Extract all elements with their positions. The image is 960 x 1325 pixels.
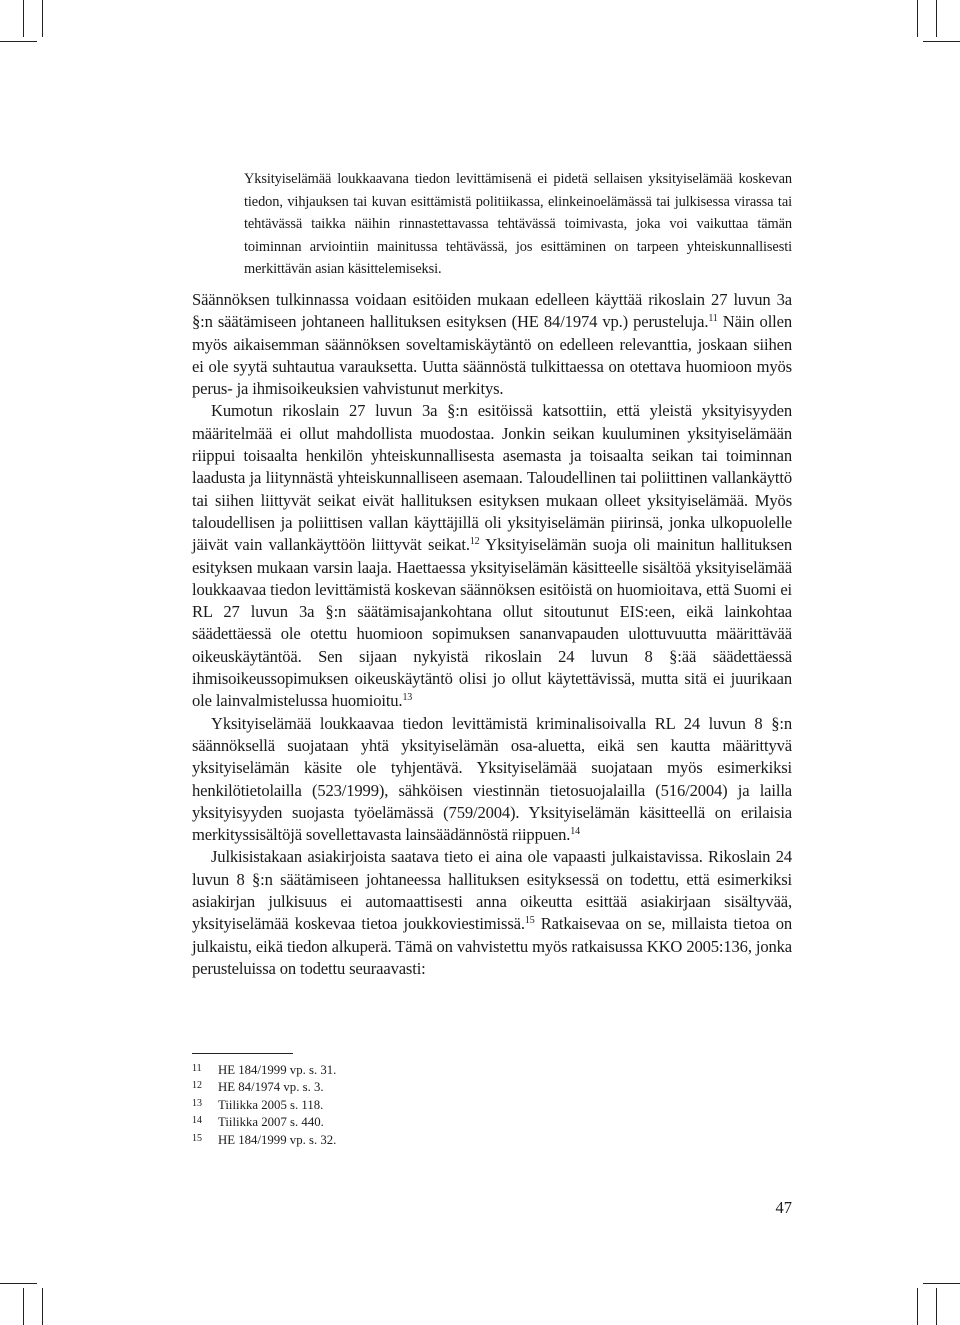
crop-mark-top-right-h — [923, 41, 960, 42]
crop-mark-bottom-left-v2 — [42, 1288, 43, 1325]
crop-mark-bottom-right-v — [917, 1288, 918, 1325]
page-number: 47 — [775, 1198, 792, 1217]
paragraph-4: Julkisistakaan asiakirjoista saatava tieto ei aina ole vapaasti julkaistavissa. Rikoslain 24 luvun 8 §:n säätämiseen johtaneessa hallituksen esityksessä on todettu, että esimerkiksi asiakirjan julkisuus ei automaattisesti anna oikeutta esittää asiakirjaan sisältyvää, yksityiselämää koskevaa tietoa joukkoviestimissä.$^{15}$ Ratkaisevaa on se, millaista tietoa on julkaistu, eikä tiedon alkuperä. Tämä on vahvistettu myös ratkaisussa KKO 2005:136, jonka perusteluissa on todettu seuraavasti: — [192, 847, 792, 978]
crop-mark-bottom-right-v2 — [936, 1288, 937, 1325]
crop-mark-bottom-right-h — [923, 1283, 960, 1284]
footnotes — [192, 1062, 592, 1149]
footnote-separator — [192, 1053, 293, 1054]
footnote-item: 15 HE 184/1999 vp. s. 32. — [192, 1132, 337, 1147]
footnote-ref-14[interactable]: 14 — [570, 826, 580, 838]
crop-mark-top-left-v2 — [42, 0, 43, 37]
main-text — [192, 289, 792, 980]
footnote-item: 14 Tiilikka 2007 s. 440. — [192, 1115, 324, 1130]
crop-mark-top-left-v — [23, 0, 24, 37]
crop-mark-top-right-v — [917, 0, 918, 37]
crop-mark-bottom-left-h — [0, 1283, 37, 1284]
paragraph-3: Yksityiselämää loukkaavaa tiedon levittämistä kriminalisoivalla RL 24 luvun 8 §:n säännöksellä suojataan yhtä yksityiselämän osa-aluetta, eikä sen kautta määrittyvä yksityiselämän käsite ole tyhjentävä. Yksityiselämää suojataan myös esimerkiksi henkilötietolailla (523/1999), sähköisen viestinnän tietosuojalailla (516/2004) ja lailla yksityisyyden suojasta työelämässä (759/2004). Yksityiselämän käsitteellä on erilaisia merkityssisältöjä sovellettavasta lainsäädännöstä riippuen.$^{14}$ — [192, 713, 792, 845]
footnote-ref-13[interactable]: 13 — [402, 692, 413, 704]
footnote-item: 12 HE 84/1974 vp. s. 3. — [192, 1080, 324, 1095]
crop-mark-top-left-h — [0, 41, 37, 42]
footnote-ref-12[interactable]: 12 — [469, 536, 480, 548]
footnote-ref-11[interactable]: 11 — [708, 313, 718, 325]
crop-mark-top-right-v2 — [936, 0, 937, 37]
block-quote: Yksityiselämää loukkaavana tiedon levittämisenä ei pidetä sellaisen yksityiselämää koskevan tiedon, vihjauksen tai kuvan esittämistä politiikassa, elinkeinoelämässä tai julkisessa virassa tai tehtävässä taikka näihin rinnastettavassa tehtävässä toimivasta, joka voi vaikuttaa tämän toiminnan arviointiin mainitussa tehtävässä, jos esittäminen on tarpeen yhteiskunnallisesti merkittävän asian käsittelemiseksi. — [244, 171, 792, 278]
crop-mark-bottom-left-v — [23, 1288, 24, 1325]
footnote-ref-15[interactable]: 15 — [524, 915, 535, 927]
footnote-item: 13 Tiilikka 2005 s. 118. — [192, 1097, 324, 1112]
paragraph-1: Säännöksen tulkinnassa voidaan esitöiden mukaan edelleen käyttää rikoslain 27 luvun 3a §:n säätämiseen johtaneen hallituksen esityksen (HE 84/1974 vp.) perusteluja.$^{11}$ Näin ollen myös aikaisemman säännöksen soveltamiskäytäntö on edelleen relevanttia, joskaan siihen ei ole syytä suhtautua varauksetta. Uutta säännöstä tulkittaessa on otettava huomioon myös perus- ja ihmisoikeuksien vahvistunut merkitys. — [192, 290, 792, 399]
paragraph-2: Kumotun rikoslain 27 luvun 3a §:n esitöissä katsottiin, että yleistä yksityisyyden määritelmää ei ollut mahdollista muodostaa. Jonkin seikan kuuluminen yksityiselämään riippui toisaalta henkilön yhteiskunnallisesta asemasta ja toisaalta seikan tai toiminnan laadusta ja liitynnästä yhteiskunnalliseen asemaan. Taloudellinen tai poliittinen vallankäyttö tai siihen liittyvät seikat eivät hallituksen esityksen mukaan olleet yksityiselämää. Myös taloudellisen ja poliittisen vallan käyttäjillä oli yksityiselämän piirinsä, jonka ulkopuolelle jäivät vain vallankäyttöön liittyvät seikat.$^{12}$ Yksityiselämän suoja oli mainitun hallituksen esityksen mukaan varsin laaja. Haettaessa yksityiselämän käsitteelle sisältöä yksityiselämää loukkaavaa tiedon levittämistä koskevan säännöksen esitöistä on huomioitava, että Suomi ei RL 27 luvun 3a §:n säätämisajankohtana ollut sitoutunut EIS:een, eikä lainkohtaa säädettäessä ole otettu huomioon sopimuksen sananvapauden ulottuvuutta määrittävää oikeuskäytäntöä. Sen sijaan nykyistä rikoslain 24 luvun 8 §:ää säädettäessä ihmisoikeussopimuksen oikeuskäytäntö olisi jo ollut käytettävissä, mutta sitä ei juurikaan ole lainvalmistelussa huomioitu.$^{13}$ — [192, 401, 792, 711]
footnote-item: 11 HE 184/1999 vp. s. 31. — [192, 1063, 337, 1077]
